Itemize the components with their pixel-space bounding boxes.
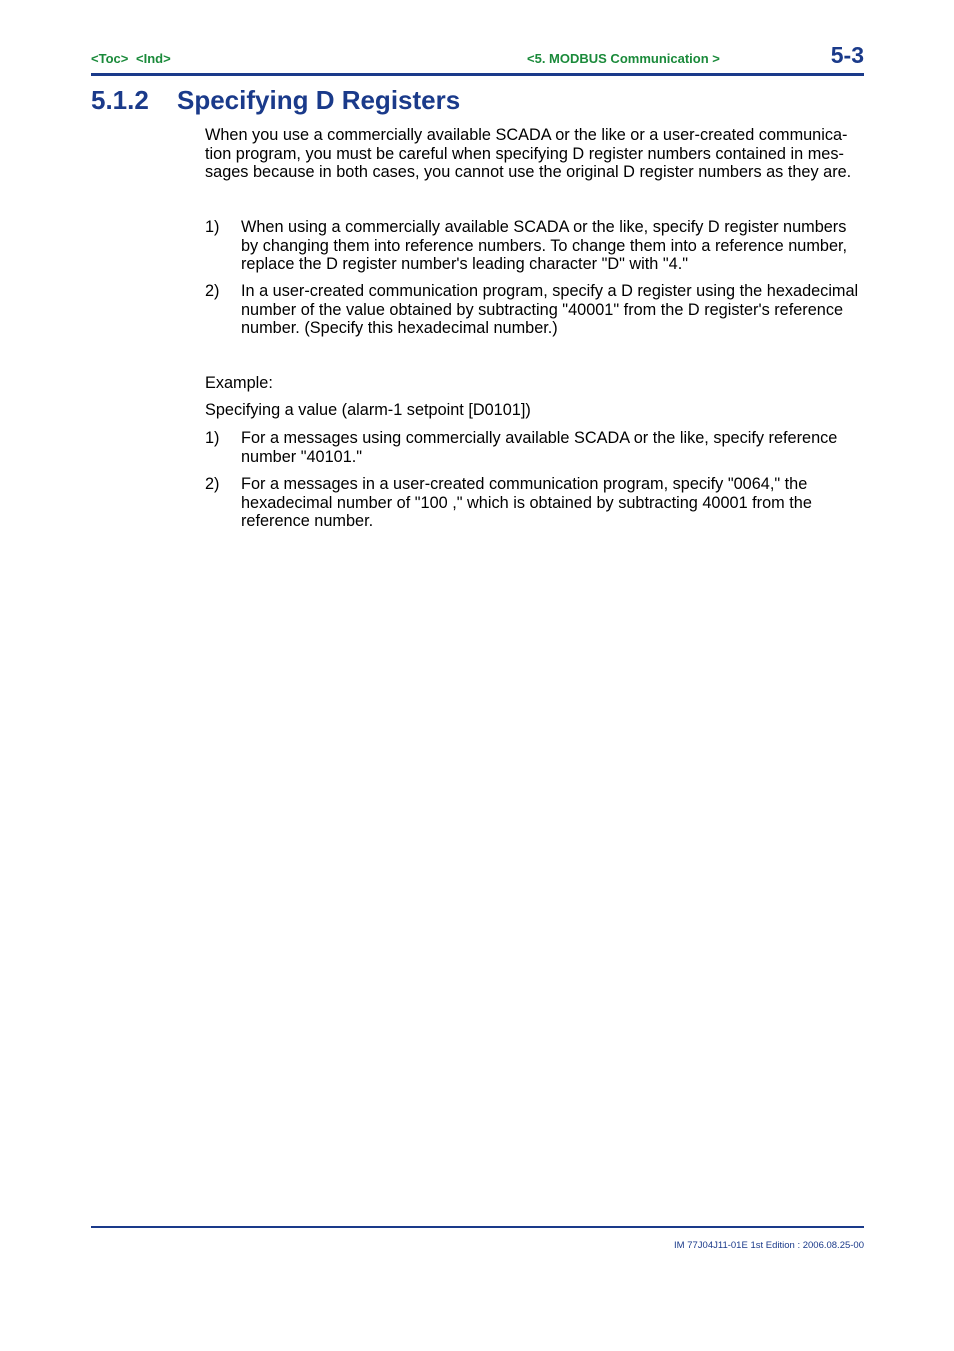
intro-line: sages because in both cases, you cannot use the original D register numbers as they are. [205,163,852,182]
section-number: 5.1.2 [91,85,149,115]
list-text: When using a commercially available SCADA or the like, specify D register numbers by changing them into reference numbers. To change them into a reference number, replace the D register number's leading character "D" with "4." [241,218,848,274]
toc-link[interactable]: <Toc> [91,51,129,66]
list-text: For a messages using commercially available SCADA or the like, specify reference number "40101." [241,429,838,466]
list-number: 1) [205,218,220,236]
section-title [91,85,460,116]
example-subtitle: Specifying a value (alarm-1 setpoint [D0101]) [205,401,531,419]
example-label: Example: [205,374,273,392]
rule-item-1 [205,218,865,274]
footer-rule [91,1226,864,1228]
list-text: For a messages in a user-created communication program, specify "0064," the hexadecimal number of "100 ," which is obtained by subtracting 40001 from the reference number. [241,475,812,531]
list-number: 2) [205,475,220,493]
section-title-text: Specifying D Registers [177,85,461,115]
footer-doc-info: IM 77J04J11-01E 1st Edition : 2006.08.25-00 [674,1240,864,1251]
list-number: 2) [205,282,220,300]
header-rule [91,73,864,76]
page-number: 5-3 [830,42,864,68]
intro-line: When you use a commercially available SCADA or the like or a user-created communica- [205,126,848,144]
example-item-2 [205,475,865,531]
list-text: In a user-created communication program, specify a D register using the hexadecimal number of the value obtained by subtracting "40001" from the D register's reference number. (Specify this hexadecimal number.) [241,282,859,338]
intro-line: tion program, you must be careful when specifying D register numbers contained in mes- [205,144,844,163]
index-link[interactable]: <Ind> [136,51,171,66]
chapter-link[interactable]: <5. MODBUS Communication > [527,51,720,66]
list-number: 1) [205,429,220,447]
example-item-1 [205,429,865,466]
rule-item-2 [205,282,865,338]
intro-paragraph [205,126,865,182]
